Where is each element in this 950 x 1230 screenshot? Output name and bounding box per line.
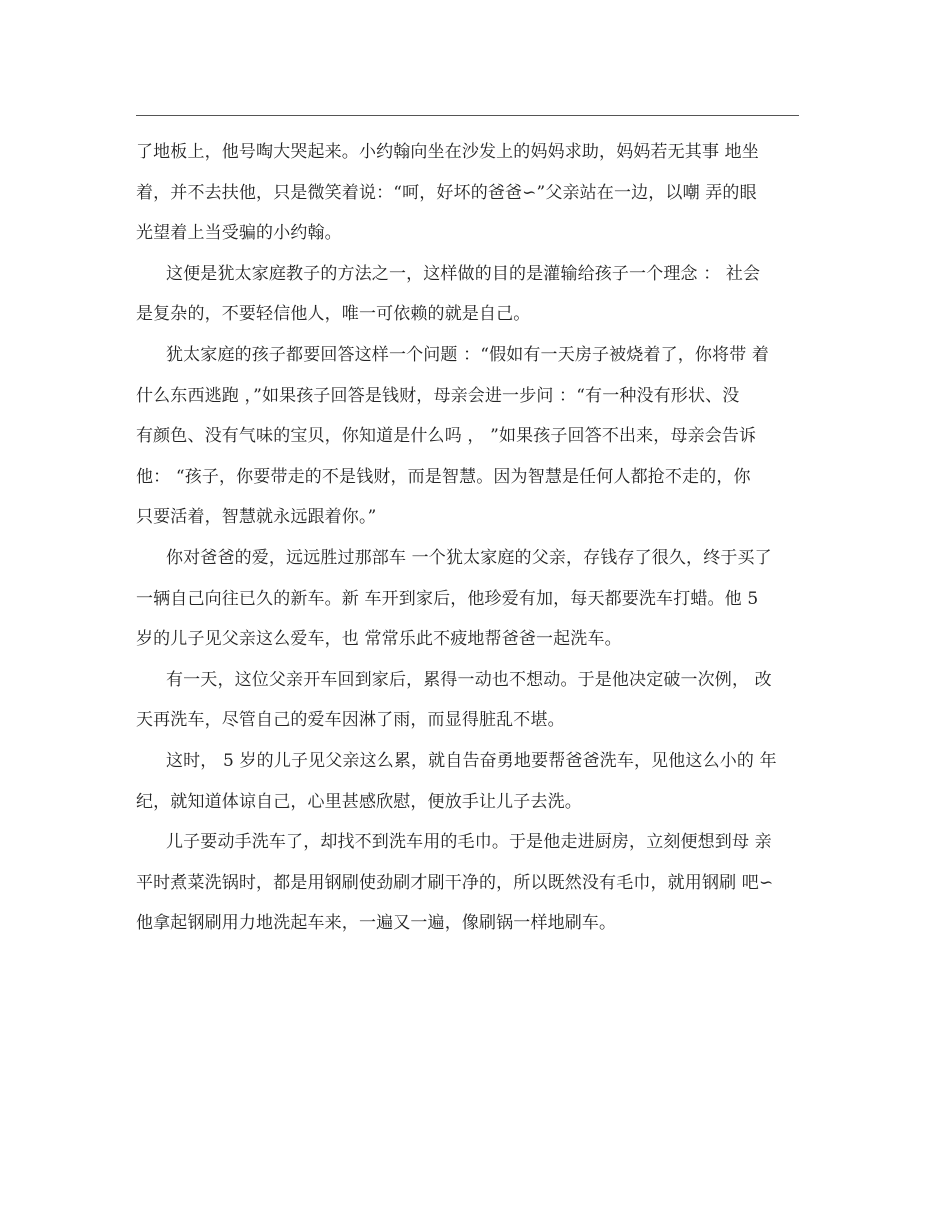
text-line: 犹太家庭的孩子都要回答这样一个问题 ：“假如有一天房子被烧着了，你将带 着: [166, 344, 770, 365]
text-line: 什么东西逃跑 ，”如果孩子回答是钱财，母亲会进一步问 ：“有一种没有形状、没: [136, 385, 740, 406]
paragraph-1: [136, 132, 800, 254]
text-line: 了地板上，他号啕大哭起来。小约翰向坐在沙发上的妈妈求助，妈妈若无其事 地坐: [136, 142, 759, 162]
paragraph-6: [136, 741, 800, 822]
text-line: 岁的儿子见父亲这么爱车，也 常常乐此不疲地帮爸爸一起洗车。: [136, 629, 622, 650]
paragraph-5: [136, 660, 800, 741]
text-line: 他： “孩子，你要带走的不是钱财，而是智慧。因为智慧是任何人都抢不走的，你: [136, 466, 751, 487]
paragraph-3: [136, 335, 800, 538]
text-line: 儿子要动手洗车了，却找不到洗车用的毛巾。于是他走进厨房，立刻便想到母 亲: [166, 832, 772, 853]
text-line: 这时， 5 岁的儿子见父亲这么累，就自告奋勇地要帮爸爸洗车，见他这么小的 年: [166, 750, 777, 771]
text-line: 有颜色、没有气味的宝贝，你知道是什么吗 ， ”如果孩子回答不出来，母亲会告诉: [136, 426, 757, 447]
text-line: 平时煮菜洗锅时，都是用钢刷使劲刷才刷干净的，所以既然没有毛巾，就用钢刷 吧∽: [136, 872, 774, 893]
paragraph-7: [136, 822, 800, 944]
text-line: 只要活着，智慧就永远跟着你。”: [136, 507, 377, 528]
document-body: [136, 132, 800, 944]
text-line: 他拿起钢刷用力地洗起车来，一遍又一遍，像刷锅一样地刷车。: [136, 913, 617, 934]
text-line: 是复杂的，不要轻信他人，唯一可依赖的就是自己。: [136, 304, 531, 325]
paragraph-4: [136, 538, 800, 660]
text-line: 天再洗车，尽管自己的爱车因淋了雨，而显得脏乱不堪。: [136, 710, 565, 731]
text-line: 你对爸爸的爱，远远胜过那部车 一个犹太家庭的父亲，存钱存了很久，终于买了: [166, 547, 772, 568]
text-line: 有一天，这位父亲开车回到家后，累得一动也不想动。于是他决定破一次例， 改: [166, 669, 772, 690]
text-line: 光望着上当受骗的小约翰。: [136, 223, 342, 244]
header-rule: [136, 115, 799, 116]
text-line: 一辆自己向往已久的新车。新 车开到家后，他珍爱有加，每天都要洗车打蜡。他 5: [136, 588, 759, 609]
text-line: 这便是犹太家庭教子的方法之一，这样做的目的是灌输给孩子一个理念 ： 社会: [166, 263, 761, 284]
text-line: 纪，就知道体谅自己，心里甚感欣慰，便放手让儿子去洗。: [136, 791, 582, 812]
text-line: 着，并不去扶他，只是微笑着说：“呵，好坏的爸爸∽”父亲站在一边，以嘲 弄的眼: [136, 182, 757, 203]
paragraph-2: [136, 254, 800, 335]
